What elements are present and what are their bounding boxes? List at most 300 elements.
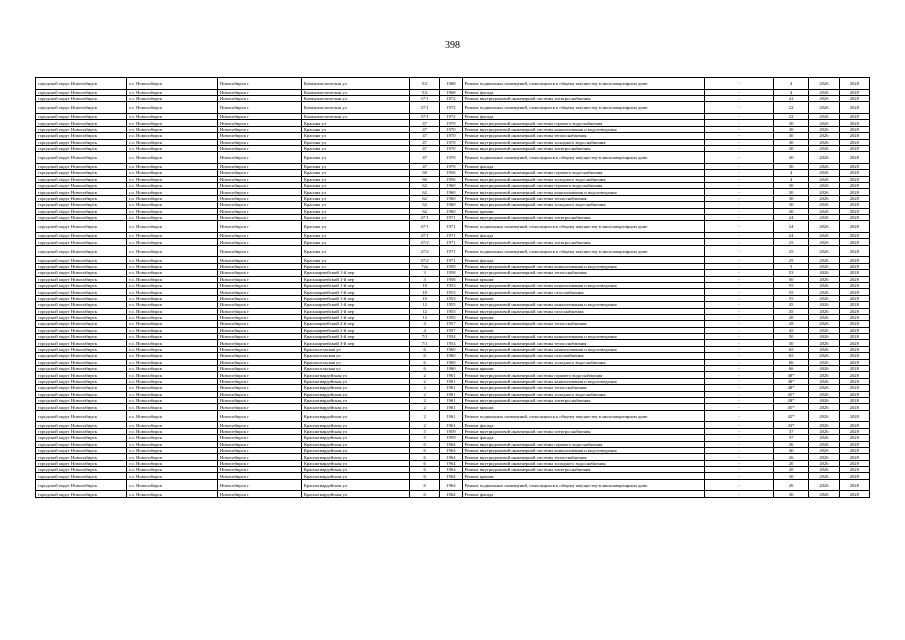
street-cell: Коммунистическая ул [301,89,409,95]
street-cell: Красносельская ул [301,353,409,359]
work-type-cell: Ремонт внутридомовой инженерной системы горячего водоснабжения [462,170,705,176]
empty-marker-cell: - [705,170,774,176]
empty-marker-cell: - [705,302,774,308]
municipality-cell: г.о. Новосибирск [126,133,217,139]
district-cell: городской округ Новосибирск [36,473,127,479]
end-year-cell: 2028 [839,314,869,320]
build-year-cell: 1961 [440,422,462,428]
municipality-cell: г.о. Новосибирск [126,289,217,295]
end-year-cell: 2028 [839,372,869,378]
value-cell: 26 [773,479,808,491]
start-year-cell: 2026 [809,263,839,269]
work-type-cell: Ремонт внутридомовой инженерной системы газоснабжения [462,308,705,314]
work-type-cell: Ремонт внутридомовой инженерной системы канализования и водоотведения [462,334,705,340]
empty-marker-cell: - [705,460,774,466]
district-cell: городской округ Новосибирск [36,428,127,434]
street-cell: Коммунистическая ул [301,113,409,119]
municipality-cell: г.о. Новосибирск [126,189,217,195]
work-type-cell: Ремонт внутридомовой инженерной системы горячего водоснабжения [462,441,705,447]
city-cell: Новосибирск г [217,233,301,239]
start-year-cell: 2026 [809,385,839,391]
district-cell: городской округ Новосибирск [36,221,127,233]
build-year-cell: 1970 [440,133,462,139]
build-year-cell: 1957 [440,327,462,333]
house-number-cell: 2 [409,385,439,391]
value-cell: 30 [773,120,808,126]
work-type-cell: Ремонт внутридомовой инженерной системы теплоснабжения [462,195,705,201]
work-type-cell: Ремонт внутридомовой инженерной системы электроснабжения [462,397,705,403]
street-cell: Красина ул [301,145,409,151]
district-cell: городской округ Новосибирск [36,282,127,288]
end-year-cell: 2028 [839,295,869,301]
value-cell: 20 [773,460,808,466]
end-year-cell: 2028 [839,270,869,276]
value-cell: 20 [773,314,808,320]
municipality-cell: г.о. Новосибирск [126,257,217,263]
municipality-cell: г.о. Новосибирск [126,391,217,397]
district-cell: городской округ Новосибирск [36,89,127,95]
end-year-cell: 2028 [839,404,869,410]
municipality-cell: г.о. Новосибирск [126,221,217,233]
work-type-cell: Ремонт внутридомовой инженерной системы теплоснабжения [462,270,705,276]
street-cell: Красноармейский 1-й пер [301,308,409,314]
build-year-cell: 1971 [440,245,462,257]
district-cell: городской округ Новосибирск [36,353,127,359]
municipality-cell: г.о. Новосибирск [126,308,217,314]
start-year-cell: 2026 [809,289,839,295]
city-cell: Новосибирск г [217,113,301,119]
value-cell: 26 [773,441,808,447]
city-cell: Новосибирск г [217,102,301,114]
empty-marker-cell: - [705,428,774,434]
start-year-cell: 2026 [809,215,839,221]
municipality-cell: г.о. Новосибирск [126,113,217,119]
municipality-cell: г.о. Новосибирск [126,126,217,132]
start-year-cell: 2026 [809,133,839,139]
start-year-cell: 2026 [809,441,839,447]
city-cell: Новосибирск г [217,202,301,208]
value-cell: 53 [773,270,808,276]
district-cell: городской округ Новосибирск [36,491,127,497]
house-number-cell: 47 [409,139,439,145]
end-year-cell: 2028 [839,340,869,346]
end-year-cell: 2028 [839,491,869,497]
value-cell: 66 [773,366,808,372]
work-type-cell: Ремонт подвальных помещений, относящихся к общему имуществу в многоквартирном доме [462,221,705,233]
build-year-cell: 1959 [440,435,462,441]
municipality-cell: г.о. Новосибирск [126,215,217,221]
work-type-cell: Ремонт внутридомовой инженерной системы канализования и водоотведения [462,189,705,195]
city-cell: Новосибирск г [217,321,301,327]
work-type-cell: Ремонт фасада [462,435,705,441]
start-year-cell: 2026 [809,152,839,164]
empty-marker-cell: - [705,176,774,182]
end-year-cell: 2028 [839,397,869,403]
district-cell: городской округ Новосибирск [36,372,127,378]
value-cell: 4 [773,78,808,90]
empty-marker-cell: - [705,78,774,90]
build-year-cell: 1968 [440,89,462,95]
work-type-cell: Ремонт внутридомовой инженерной системы холодного водоснабжения [462,202,705,208]
empty-marker-cell: - [705,385,774,391]
build-year-cell: 1955 [440,308,462,314]
build-year-cell: 1950 [440,263,462,269]
city-cell: Новосибирск г [217,289,301,295]
street-cell: Красина ул [301,170,409,176]
district-cell: городской округ Новосибирск [36,454,127,460]
street-cell: Красногвардейская ул [301,447,409,453]
start-year-cell: 2026 [809,89,839,95]
work-type-cell: Ремонт крыши [462,473,705,479]
house-number-cell: 6 [409,353,439,359]
work-type-cell: Ремонт внутридомовой инженерной системы канализования и водоотведения [462,346,705,352]
build-year-cell: 1957 [440,321,462,327]
start-year-cell: 2026 [809,491,839,497]
house-number-cell: 60 [409,170,439,176]
street-cell: Красногвардейская ул [301,397,409,403]
end-year-cell: 2028 [839,346,869,352]
build-year-cell: 1960 [440,183,462,189]
house-number-cell: 6 [409,447,439,453]
value-cell: 4 [773,170,808,176]
start-year-cell: 2026 [809,257,839,263]
street-cell: Красина ул [301,263,409,269]
repair-schedule-table [35,77,870,498]
street-cell: Красногвардейская ул [301,404,409,410]
start-year-cell: 2026 [809,189,839,195]
street-cell: Красина ул [301,245,409,257]
district-cell: городской округ Новосибирск [36,422,127,428]
house-number-cell: 3 [409,270,439,276]
end-year-cell: 2028 [839,359,869,365]
municipality-cell: г.о. Новосибирск [126,385,217,391]
municipality-cell: г.о. Новосибирск [126,145,217,151]
municipality-cell: г.о. Новосибирск [126,327,217,333]
value-cell: 24 [773,233,808,239]
start-year-cell: 2026 [809,233,839,239]
city-cell: Новосибирск г [217,126,301,132]
house-number-cell: 37/1 [409,113,439,119]
municipality-cell: г.о. Новосибирск [126,120,217,126]
build-year-cell: 1955 [440,314,462,320]
district-cell: городской округ Новосибирск [36,78,127,90]
work-type-cell: Ремонт внутридомовой инженерной системы канализования и водоотведения [462,263,705,269]
table-row [36,410,870,422]
value-cell: 30 [773,189,808,195]
district-cell: городской округ Новосибирск [36,460,127,466]
house-number-cell: 47/1 [409,215,439,221]
work-type-cell: Ремонт внутридомовой инженерной системы канализования и водоотведения [462,302,705,308]
end-year-cell: 2028 [839,163,869,169]
city-cell: Новосибирск г [217,353,301,359]
city-cell: Новосибирск г [217,454,301,460]
house-number-cell: 5 [409,435,439,441]
empty-marker-cell: - [705,359,774,365]
value-cell: 4 [773,176,808,182]
end-year-cell: 2028 [839,126,869,132]
start-year-cell: 2026 [809,139,839,145]
start-year-cell: 2026 [809,346,839,352]
city-cell: Новосибирск г [217,473,301,479]
municipality-cell: г.о. Новосибирск [126,473,217,479]
end-year-cell: 2028 [839,113,869,119]
value-cell: 55 [773,289,808,295]
build-year-cell: 1970 [440,145,462,151]
city-cell: Новосибирск г [217,270,301,276]
end-year-cell: 2028 [839,334,869,340]
district-cell: городской округ Новосибирск [36,447,127,453]
end-year-cell: 2028 [839,282,869,288]
district-cell: городской округ Новосибирск [36,410,127,422]
house-number-cell: 47 [409,133,439,139]
start-year-cell: 2026 [809,282,839,288]
street-cell: Красина ул [301,120,409,126]
district-cell: городской округ Новосибирск [36,359,127,365]
street-cell: Красина ул [301,221,409,233]
value-cell: 25 [773,239,808,245]
city-cell: Новосибирск г [217,133,301,139]
house-number-cell: 47 [409,120,439,126]
value-cell: 20 [773,467,808,473]
municipality-cell: г.о. Новосибирск [126,353,217,359]
end-year-cell: 2028 [839,95,869,101]
city-cell: Новосибирск г [217,460,301,466]
city-cell: Новосибирск г [217,366,301,372]
district-cell: городской округ Новосибирск [36,263,127,269]
build-year-cell: 1971 [440,215,462,221]
street-cell: Красногвардейская ул [301,473,409,479]
start-year-cell: 2026 [809,176,839,182]
city-cell: Новосибирск г [217,378,301,384]
build-year-cell: 1958 [440,276,462,282]
house-number-cell: 2 [409,404,439,410]
end-year-cell: 2028 [839,221,869,233]
city-cell: Новосибирск г [217,195,301,201]
work-type-cell: Ремонт внутридомовой инженерной системы теплоснабжения [462,321,705,327]
value-cell: 30 [773,126,808,132]
work-type-cell: Ремонт внутридомовой инженерной системы электроснабжения [462,215,705,221]
municipality-cell: г.о. Новосибирск [126,454,217,460]
street-cell: Красногвардейская ул [301,410,409,422]
end-year-cell: 2028 [839,385,869,391]
end-year-cell: 2028 [839,422,869,428]
house-number-cell: 6 [409,441,439,447]
build-year-cell: 1961 [440,372,462,378]
house-number-cell: 47 [409,152,439,164]
municipality-cell: г.о. Новосибирск [126,263,217,269]
work-type-cell: Ремонт крыши [462,314,705,320]
end-year-cell: 2028 [839,133,869,139]
end-year-cell: 2028 [839,441,869,447]
empty-marker-cell: - [705,378,774,384]
street-cell: Коммунистическая ул [301,78,409,90]
house-number-cell: 2 [409,378,439,384]
municipality-cell: г.о. Новосибирск [126,282,217,288]
city-cell: Новосибирск г [217,120,301,126]
house-number-cell: 12 [409,308,439,314]
city-cell: Новосибирск г [217,139,301,145]
work-type-cell: Ремонт внутридомовой инженерной системы теплоснабжения [462,385,705,391]
municipality-cell: г.о. Новосибирск [126,276,217,282]
district-cell: городской округ Новосибирск [36,139,127,145]
municipality-cell: г.о. Новосибирск [126,346,217,352]
empty-marker-cell: - [705,202,774,208]
city-cell: Новосибирск г [217,302,301,308]
work-type-cell: Ремонт внутридомовой инженерной системы теплоснабжения [462,133,705,139]
municipality-cell: г.о. Новосибирск [126,410,217,422]
start-year-cell: 2026 [809,334,839,340]
build-year-cell: 1961 [440,410,462,422]
end-year-cell: 2028 [839,170,869,176]
district-cell: городской округ Новосибирск [36,133,127,139]
start-year-cell: 2026 [809,183,839,189]
empty-marker-cell: - [705,346,774,352]
district-cell: городской округ Новосибирск [36,239,127,245]
district-cell: городской округ Новосибирск [36,334,127,340]
start-year-cell: 2026 [809,308,839,314]
value-cell: 28* [773,397,808,403]
start-year-cell: 2026 [809,366,839,372]
build-year-cell: 1956 [440,170,462,176]
empty-marker-cell: - [705,163,774,169]
city-cell: Новосибирск г [217,152,301,164]
work-type-cell: Ремонт внутридомовой инженерной системы горячего водоснабжения [462,372,705,378]
table-row [36,221,870,233]
street-cell: Красноармейский 1-й пер [301,302,409,308]
build-year-cell: 1968 [440,78,462,90]
house-number-cell: 6 [409,467,439,473]
build-year-cell: 1958 [440,270,462,276]
city-cell: Новосибирск г [217,257,301,263]
district-cell: городской округ Новосибирск [36,295,127,301]
empty-marker-cell: - [705,208,774,214]
start-year-cell: 2026 [809,295,839,301]
house-number-cell: 72а [409,263,439,269]
street-cell: Красина ул [301,152,409,164]
street-cell: Красноармейский 1-й пер [301,289,409,295]
build-year-cell: 1971 [440,233,462,239]
value-cell: 24 [773,215,808,221]
house-number-cell: 6 [409,491,439,497]
value-cell: 45 [773,327,808,333]
district-cell: городской округ Новосибирск [36,441,127,447]
house-number-cell: 12 [409,314,439,320]
city-cell: Новосибирск г [217,245,301,257]
start-year-cell: 2026 [809,102,839,114]
start-year-cell: 2026 [809,397,839,403]
city-cell: Новосибирск г [217,397,301,403]
empty-marker-cell: - [705,473,774,479]
empty-marker-cell: - [705,270,774,276]
build-year-cell: 1972 [440,113,462,119]
table-row [36,78,870,90]
value-cell: 30 [773,195,808,201]
street-cell: Красноармейский 1-й пер [301,282,409,288]
build-year-cell: 1960 [440,202,462,208]
district-cell: городской округ Новосибирск [36,145,127,151]
value-cell: 50 [773,340,808,346]
start-year-cell: 2026 [809,391,839,397]
municipality-cell: г.о. Новосибирск [126,359,217,365]
empty-marker-cell: - [705,397,774,403]
city-cell: Новосибирск г [217,404,301,410]
municipality-cell: г.о. Новосибирск [126,366,217,372]
work-type-cell: Ремонт подвальных помещений, относящихся к общему имуществу в многоквартирном доме [462,410,705,422]
work-type-cell: Ремонт внутридомовой инженерной системы холодного водоснабжения [462,176,705,182]
street-cell: Красина ул [301,239,409,245]
value-cell: 50 [773,334,808,340]
district-cell: городской округ Новосибирск [36,404,127,410]
end-year-cell: 2028 [839,78,869,90]
work-type-cell: Ремонт внутридомовой инженерной системы канализования и водоотведения [462,447,705,453]
street-cell: Коммунистическая ул [301,102,409,114]
city-cell: Новосибирск г [217,170,301,176]
street-cell: Красногвардейская ул [301,378,409,384]
start-year-cell: 2026 [809,302,839,308]
municipality-cell: г.о. Новосибирск [126,378,217,384]
city-cell: Новосибирск г [217,422,301,428]
end-year-cell: 2028 [839,176,869,182]
start-year-cell: 2026 [809,113,839,119]
value-cell: 42* [773,410,808,422]
build-year-cell: 1960 [440,359,462,365]
empty-marker-cell: - [705,441,774,447]
city-cell: Новосибирск г [217,491,301,497]
city-cell: Новосибирск г [217,176,301,182]
city-cell: Новосибирск г [217,410,301,422]
start-year-cell: 2026 [809,170,839,176]
start-year-cell: 2026 [809,404,839,410]
end-year-cell: 2028 [839,391,869,397]
end-year-cell: 2028 [839,208,869,214]
work-type-cell: Ремонт фасада [462,257,705,263]
end-year-cell: 2028 [839,454,869,460]
municipality-cell: г.о. Новосибирск [126,239,217,245]
empty-marker-cell: - [705,454,774,460]
street-cell: Красногвардейская ул [301,385,409,391]
work-type-cell: Ремонт фасада [462,113,705,119]
street-cell: Красина ул [301,189,409,195]
start-year-cell: 2026 [809,372,839,378]
district-cell: городской округ Новосибирск [36,308,127,314]
street-cell: Красногвардейская ул [301,441,409,447]
house-number-cell: 47 [409,145,439,151]
build-year-cell: 1970 [440,152,462,164]
district-cell: городской округ Новосибирск [36,385,127,391]
municipality-cell: г.о. Новосибирск [126,447,217,453]
start-year-cell: 2026 [809,460,839,466]
municipality-cell: г.о. Новосибирск [126,78,217,90]
street-cell: Красина ул [301,163,409,169]
district-cell: городской округ Новосибирск [36,202,127,208]
municipality-cell: г.о. Новосибирск [126,404,217,410]
street-cell: Красногвардейская ул [301,422,409,428]
street-cell: Красина ул [301,126,409,132]
house-number-cell: 7/1 [409,334,439,340]
start-year-cell: 2026 [809,163,839,169]
start-year-cell: 2026 [809,435,839,441]
municipality-cell: г.о. Новосибирск [126,245,217,257]
build-year-cell: 1972 [440,102,462,114]
work-type-cell: Ремонт фасада [462,491,705,497]
district-cell: городской округ Новосибирск [36,321,127,327]
build-year-cell: 1971 [440,239,462,245]
street-cell: Красина ул [301,202,409,208]
house-number-cell: 7/1 [409,340,439,346]
end-year-cell: 2028 [839,120,869,126]
value-cell: 66 [773,359,808,365]
city-cell: Новосибирск г [217,447,301,453]
